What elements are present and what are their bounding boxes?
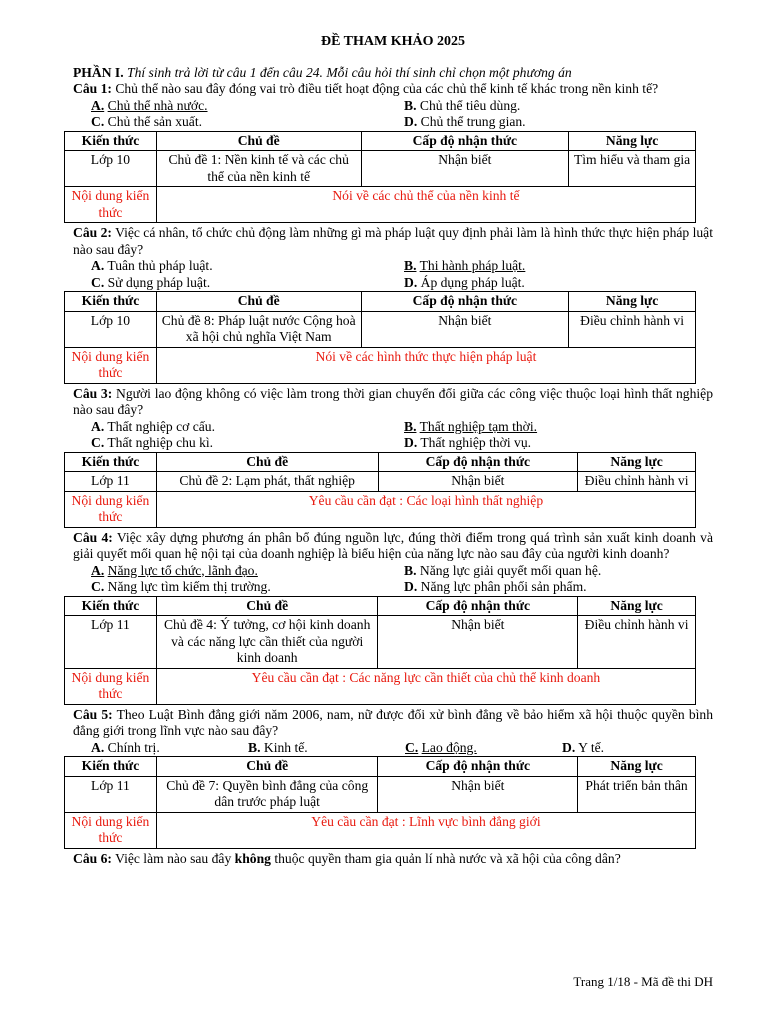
header-chu-de: Chủ đề xyxy=(156,452,378,472)
header-nang-luc: Năng lực xyxy=(578,596,696,616)
option-text: Thất nghiệp tạm thời. xyxy=(419,418,538,434)
option-text: Tuân thủ pháp luật. xyxy=(107,258,213,273)
cell-noi-dung-label: Nội dung kiến thức xyxy=(65,668,157,704)
header-chu-de: Chủ đề xyxy=(156,596,378,616)
exam-page xyxy=(73,34,713,867)
option-key: A. xyxy=(91,739,105,755)
question-text: Chủ thể nào sau đây đóng vai trò điều tiết hoạt động của các chủ thể kinh tế khác trong nền kinh tế? xyxy=(115,81,659,96)
option-key: C. xyxy=(91,435,105,450)
header-kien-thuc: Kiến thức xyxy=(65,596,157,616)
cell-chu-de: Chủ đề 8: Pháp luật nước Cộng hoà xã hội chủ nghĩa Việt Nam xyxy=(156,311,361,347)
page-footer: Trang 1/18 - Mã đề thi DH xyxy=(573,974,713,989)
option-key: C. xyxy=(91,579,105,594)
answer-option xyxy=(404,275,731,292)
answer-option xyxy=(405,740,562,757)
question-text: Người lao động không có việc làm trong thời gian chuyển đổi giữa các công việc thuộc loại hình thất nghiệp nào sau đây? xyxy=(73,385,713,417)
option-text: Chính trị. xyxy=(107,739,160,755)
cell-nang-luc: Tìm hiểu và tham gia xyxy=(569,151,696,187)
cell-nang-luc: Điều chỉnh hành vi xyxy=(578,616,696,669)
cell-chu-de: Chủ đề 1: Nền kinh tế và các chủ thể của nền kinh tế xyxy=(156,151,361,187)
answer-options xyxy=(73,740,713,757)
cell-noi-dung: Yêu cầu cần đạt : Lĩnh vực bình đẳng giới xyxy=(156,812,695,848)
option-text: Chủ thể sản xuất. xyxy=(107,114,203,129)
question-label: Câu 4: xyxy=(73,529,113,545)
cell-noi-dung: Yêu cầu cần đạt : Các năng lực cần thiết của chủ thể kinh doanh xyxy=(156,668,695,704)
part-heading xyxy=(73,65,713,82)
cell-cap-do: Nhận biết xyxy=(361,151,569,187)
cell-cap-do: Nhận biết xyxy=(378,472,578,492)
option-key: D. xyxy=(404,579,418,594)
answer-options xyxy=(73,419,713,452)
cell-nang-luc: Điều chỉnh hành vi xyxy=(569,311,696,347)
cell-noi-dung: Yêu cầu cần đạt : Các loại hình thất nghiệp xyxy=(156,491,695,527)
option-key: B. xyxy=(404,258,417,273)
cell-noi-dung: Nói về các chủ thể của nền kinh tế xyxy=(156,187,695,223)
header-chu-de: Chủ đề xyxy=(156,292,361,312)
answer-option xyxy=(91,114,404,131)
cell-noi-dung: Nói về các hình thức thực hiện pháp luật xyxy=(156,347,695,383)
header-cap-do: Cấp độ nhận thức xyxy=(378,596,578,616)
cell-kien-thuc: Lớp 11 xyxy=(65,472,157,492)
option-key: C. xyxy=(91,114,105,129)
option-text: Sử dụng pháp luật. xyxy=(107,274,211,290)
answer-option xyxy=(404,98,731,115)
option-key: D. xyxy=(562,739,576,755)
cell-chu-de: Chủ đề 7: Quyền bình đẳng của công dân trước pháp luật xyxy=(156,776,378,812)
answer-option xyxy=(91,435,404,452)
question-text: Việc xây dựng phương án phân bổ đúng nguồn lực, đúng thời điểm trong quá trình sản xuất kinh doanh và giải quyết mối quan hệ nội tại của doanh nghiệp là biểu hiện của năng lực nào sau đây của người kinh doanh? xyxy=(73,529,713,561)
cell-noi-dung-label: Nội dung kiến thức xyxy=(65,187,157,223)
question-3 xyxy=(73,386,713,419)
question-label: Câu 6: xyxy=(73,850,112,866)
option-text: Năng lực giải quyết mối quan hệ. xyxy=(419,562,602,578)
question-label: Câu 2: xyxy=(73,225,112,240)
question-text: Việc làm nào sau đây xyxy=(115,850,232,866)
header-kien-thuc: Kiến thức xyxy=(65,131,157,151)
cell-kien-thuc: Lớp 10 xyxy=(65,151,157,187)
option-text: Thất nghiệp chu kì. xyxy=(107,435,214,450)
answer-option xyxy=(91,258,404,275)
answer-option xyxy=(248,740,405,757)
option-key: A. xyxy=(91,258,105,273)
knowledge-table xyxy=(64,596,696,705)
cell-chu-de: Chủ đề 2: Lạm phát, thất nghiệp xyxy=(156,472,378,492)
option-key: A. xyxy=(91,97,105,113)
header-nang-luc: Năng lực xyxy=(578,757,696,777)
answer-options xyxy=(73,563,713,596)
header-kien-thuc: Kiến thức xyxy=(65,452,157,472)
question-text: Theo Luật Bình đẳng giới năm 2006, nam, nữ được đối xử bình đẳng về bảo hiểm xã hội thuộc quyền bình đẳng giới trong lĩnh vực nào sau đây? xyxy=(73,706,713,738)
question-text: thuộc quyền tham gia quản lí nhà nước và xã hội của công dân? xyxy=(274,850,621,866)
exam-title: ĐỀ THAM KHẢO 2025 xyxy=(320,34,466,49)
question-emphasis: không xyxy=(234,850,271,866)
cell-noi-dung-label: Nội dung kiến thức xyxy=(65,491,157,527)
answer-option xyxy=(404,579,731,596)
answer-option xyxy=(562,740,712,757)
question-1 xyxy=(73,81,713,98)
knowledge-table xyxy=(64,452,696,528)
option-text: Chủ thể tiêu dùng. xyxy=(419,97,521,113)
answer-option xyxy=(404,435,731,452)
question-list xyxy=(73,81,713,849)
header-nang-luc: Năng lực xyxy=(569,131,696,151)
question-label: Câu 5: xyxy=(73,706,113,722)
option-text: Chủ thể nhà nước. xyxy=(107,97,208,113)
header-cap-do: Cấp độ nhận thức xyxy=(378,757,578,777)
option-key: B. xyxy=(404,562,417,578)
option-key: A. xyxy=(91,562,105,578)
question-text: Việc cá nhân, tổ chức chủ động làm những gì mà pháp luật quy định phải làm là hình thức thực hiện pháp luật nào sau đây? xyxy=(73,225,713,257)
answer-option xyxy=(404,563,731,580)
cell-nang-luc: Phát triển bản thân xyxy=(578,776,696,812)
header-cap-do: Cấp độ nhận thức xyxy=(361,292,569,312)
option-key: D. xyxy=(404,435,418,450)
cell-cap-do: Nhận biết xyxy=(378,616,578,669)
answer-option xyxy=(91,740,248,757)
answer-option xyxy=(91,563,404,580)
question-5 xyxy=(73,707,713,740)
answer-option xyxy=(91,275,404,292)
cell-chu-de: Chủ đề 4: Ý tưởng, cơ hội kinh doanh và các năng lực cần thiết của người kinh doanh xyxy=(156,616,378,669)
answer-option xyxy=(404,114,731,131)
option-text: Năng lực tổ chức, lãnh đạo. xyxy=(107,562,258,578)
header-kien-thuc: Kiến thức xyxy=(65,757,157,777)
header-cap-do: Cấp độ nhận thức xyxy=(361,131,569,151)
option-key: B. xyxy=(404,97,417,113)
option-key: B. xyxy=(248,739,261,755)
question-4 xyxy=(73,530,713,563)
answer-options xyxy=(73,258,713,291)
option-text: Lao động. xyxy=(421,739,477,755)
header-cap-do: Cấp độ nhận thức xyxy=(378,452,578,472)
header-nang-luc: Năng lực xyxy=(578,452,696,472)
option-key: D. xyxy=(404,274,418,290)
option-text: Thi hành pháp luật. xyxy=(419,258,526,273)
question-label: Câu 3: xyxy=(73,385,113,401)
answer-option xyxy=(404,419,731,436)
knowledge-table xyxy=(64,131,696,224)
answer-option xyxy=(404,258,731,275)
cell-noi-dung-label: Nội dung kiến thức xyxy=(65,347,157,383)
option-key: A. xyxy=(91,418,105,434)
option-key: D. xyxy=(404,114,418,129)
knowledge-table xyxy=(64,291,696,384)
option-text: Năng lực tìm kiếm thị trường. xyxy=(107,579,271,594)
question-6 xyxy=(73,851,713,868)
header-nang-luc: Năng lực xyxy=(569,292,696,312)
header-chu-de: Chủ đề xyxy=(156,757,378,777)
cell-kien-thuc: Lớp 10 xyxy=(65,311,157,347)
part-label: PHẦN I. xyxy=(73,64,124,80)
cell-cap-do: Nhận biết xyxy=(361,311,569,347)
cell-kien-thuc: Lớp 11 xyxy=(65,616,157,669)
header-kien-thuc: Kiến thức xyxy=(65,292,157,312)
answer-option xyxy=(91,579,404,596)
part-instruction: Thí sinh trả lời từ câu 1 đến câu 24. Mỗi câu hỏi thí sinh chỉ chọn một phương án xyxy=(127,64,572,80)
option-text: Chủ thể trung gian. xyxy=(420,114,526,129)
option-text: Thất nghiệp thời vụ. xyxy=(420,435,532,450)
cell-nang-luc: Điều chỉnh hành vi xyxy=(578,472,696,492)
cell-kien-thuc: Lớp 11 xyxy=(65,776,157,812)
option-text: Kinh tế. xyxy=(263,739,308,755)
option-key: B. xyxy=(404,418,417,434)
answer-options xyxy=(73,98,713,131)
answer-option xyxy=(91,98,404,115)
cell-cap-do: Nhận biết xyxy=(378,776,578,812)
question-2 xyxy=(73,225,713,258)
option-text: Y tế. xyxy=(578,739,605,755)
header-chu-de: Chủ đề xyxy=(156,131,361,151)
option-text: Áp dụng pháp luật. xyxy=(420,274,525,290)
option-key: C. xyxy=(91,274,105,290)
option-text: Năng lực phân phối sản phẩm. xyxy=(420,579,587,594)
knowledge-table xyxy=(64,756,696,849)
answer-option xyxy=(91,419,404,436)
option-text: Thất nghiệp cơ cấu. xyxy=(107,418,215,434)
cell-noi-dung-label: Nội dung kiến thức xyxy=(65,812,157,848)
option-key: C. xyxy=(405,739,419,755)
question-label: Câu 1: xyxy=(73,81,112,96)
